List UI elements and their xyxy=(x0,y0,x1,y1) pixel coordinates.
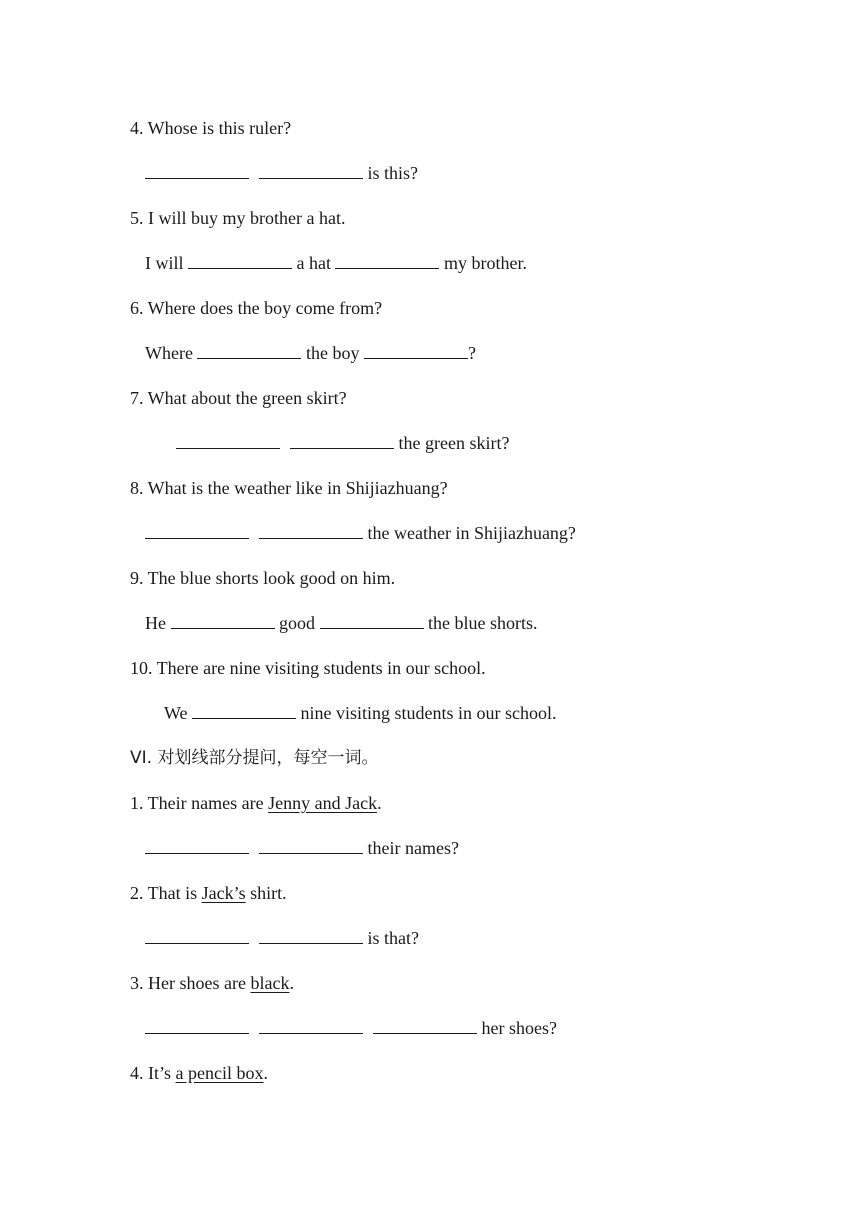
answer-text: my brother. xyxy=(443,253,527,273)
s3-answer xyxy=(145,1016,557,1040)
s1-answer xyxy=(145,836,459,860)
q10-answer xyxy=(164,701,557,725)
answer-blank[interactable] xyxy=(335,252,439,269)
answer-blank[interactable] xyxy=(259,162,363,179)
answer-blank[interactable] xyxy=(171,612,275,629)
answer-blank[interactable] xyxy=(373,1017,477,1034)
answer-blank[interactable] xyxy=(145,1017,249,1034)
answer-text: the green skirt? xyxy=(398,433,510,453)
s1-prompt xyxy=(130,791,382,815)
answer-blank[interactable] xyxy=(364,342,468,359)
prompt-text: . xyxy=(263,1063,268,1083)
underlined-part: Jenny and Jack xyxy=(268,793,378,813)
answer-text: the weather in Shijiazhuang? xyxy=(367,523,576,543)
answer-blank[interactable] xyxy=(145,522,249,539)
answer-blank[interactable] xyxy=(290,432,394,449)
prompt-text: 1. Their names are xyxy=(130,793,269,813)
answer-blank[interactable] xyxy=(188,252,292,269)
answer-text: ? xyxy=(467,343,476,363)
s4-prompt xyxy=(130,1061,268,1085)
answer-blank[interactable] xyxy=(259,1017,363,1034)
q8-answer xyxy=(145,521,576,545)
q10-prompt: 10. There are nine visiting students in our school. xyxy=(130,658,486,678)
prompt-text: . xyxy=(289,973,294,993)
s2-prompt xyxy=(130,881,287,905)
q9-answer xyxy=(145,611,538,635)
q5-prompt: 5. I will buy my brother a hat. xyxy=(130,208,346,228)
prompt-text: . xyxy=(377,793,382,813)
answer-text: the boy xyxy=(305,343,360,363)
answer-text: the blue shorts. xyxy=(428,613,538,633)
underlined-part: Jack’s xyxy=(201,883,246,903)
prompt-text: 2. That is xyxy=(130,883,202,903)
s2-answer xyxy=(145,926,419,950)
q7-answer xyxy=(176,431,509,455)
answer-blank[interactable] xyxy=(259,522,363,539)
answer-text: nine visiting students in our school. xyxy=(300,703,557,723)
answer-text: He xyxy=(145,613,166,633)
q5-answer xyxy=(145,251,527,275)
answer-blank[interactable] xyxy=(145,927,249,944)
answer-text: We xyxy=(164,703,188,723)
answer-blank[interactable] xyxy=(176,432,280,449)
answer-text: Where xyxy=(145,343,193,363)
prompt-text: 4. It’s xyxy=(130,1063,176,1083)
q4-prompt: 4. Whose is this ruler? xyxy=(130,118,292,138)
answer-blank[interactable] xyxy=(320,612,424,629)
q6-prompt: 6. Where does the boy come from? xyxy=(130,298,383,318)
answer-text: their names? xyxy=(367,838,459,858)
answer-text: a hat xyxy=(296,253,331,273)
q4-answer xyxy=(145,161,418,185)
q8-prompt: 8. What is the weather like in Shijiazhuang? xyxy=(130,478,448,498)
answer-blank[interactable] xyxy=(197,342,301,359)
answer-blank[interactable] xyxy=(259,837,363,854)
answer-blank[interactable] xyxy=(145,837,249,854)
section-title: VI. 对划线部分提问，每空一词。 xyxy=(130,748,379,768)
underlined-part: a pencil box xyxy=(175,1063,264,1083)
answer-blank[interactable] xyxy=(259,927,363,944)
answer-blank[interactable] xyxy=(192,702,296,719)
underlined-part: black xyxy=(250,973,290,993)
prompt-text: 3. Her shoes are xyxy=(130,973,251,993)
q7-prompt: 7. What about the green skirt? xyxy=(130,388,347,408)
q9-prompt: 9. The blue shorts look good on him. xyxy=(130,568,396,588)
s3-prompt xyxy=(130,971,294,995)
q6-answer xyxy=(145,341,476,365)
answer-blank[interactable] xyxy=(145,162,249,179)
answer-text: is that? xyxy=(367,928,419,948)
answer-text: I will xyxy=(145,253,184,273)
prompt-text: shirt. xyxy=(245,883,287,903)
answer-text: her shoes? xyxy=(481,1018,557,1038)
answer-text: is this? xyxy=(367,163,419,183)
answer-text: good xyxy=(279,613,315,633)
